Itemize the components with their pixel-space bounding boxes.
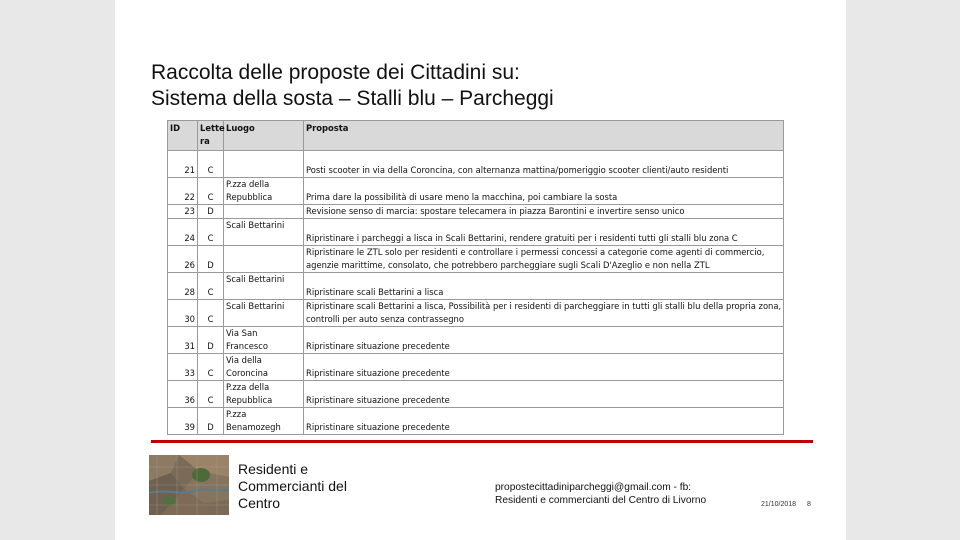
slide bbox=[115, 0, 846, 540]
cell-lettera: C bbox=[198, 381, 224, 408]
proposta-line-1: Revisione senso di marcia: spostare telecamera in piazza Barontini e invertire senso unico bbox=[306, 206, 685, 216]
cell-proposta bbox=[304, 205, 784, 219]
proposta-line-2: agenzie marittime, consolato, che potrebbero parcheggiare sugli Scali D'Azeglio e non nella ZTL bbox=[306, 260, 710, 270]
proposta-line-1: Ripristinare situazione precedente bbox=[306, 395, 450, 405]
aerial-city-photo bbox=[149, 455, 229, 515]
cell-proposta bbox=[304, 151, 784, 178]
table-row bbox=[168, 408, 784, 435]
association-name-line-3: Centro bbox=[238, 495, 281, 511]
contact-info bbox=[495, 481, 706, 507]
association-name bbox=[238, 461, 347, 512]
cell-id: 24 bbox=[168, 219, 198, 246]
slide-page-number: 8 bbox=[807, 501, 811, 508]
cell-id: 39 bbox=[168, 408, 198, 435]
table-row bbox=[168, 205, 784, 219]
association-name-line-2: Commercianti del bbox=[238, 478, 347, 494]
association-name-line-1: Residenti e bbox=[238, 461, 309, 477]
cell-id: 26 bbox=[168, 246, 198, 273]
cell-luogo: Scali Bettarini bbox=[224, 219, 304, 246]
proposals-table bbox=[167, 120, 784, 435]
table-row bbox=[168, 178, 784, 205]
cell-proposta bbox=[304, 408, 784, 435]
cell-luogo: Scali Bettarini bbox=[224, 273, 304, 300]
header-id: ID bbox=[168, 121, 198, 151]
cell-proposta bbox=[304, 246, 784, 273]
cell-luogo bbox=[224, 246, 304, 273]
cell-luogo: Scali Bettarini bbox=[224, 300, 304, 327]
cell-lettera: C bbox=[198, 354, 224, 381]
table-row bbox=[168, 273, 784, 300]
cell-id: 28 bbox=[168, 273, 198, 300]
cell-luogo: Via San Francesco bbox=[224, 327, 304, 354]
cell-lettera: C bbox=[198, 300, 224, 327]
cell-id: 33 bbox=[168, 354, 198, 381]
table-row bbox=[168, 327, 784, 354]
proposta-line-1: Ripristinare situazione precedente bbox=[306, 422, 450, 432]
table-row bbox=[168, 354, 784, 381]
cell-lettera: D bbox=[198, 327, 224, 354]
slide-date: 21/10/2018 bbox=[761, 501, 797, 508]
proposta-line-1: Posti scooter in via della Coroncina, con alternanza mattina/pomeriggio scooter clienti/auto residenti bbox=[306, 165, 729, 175]
proposta-line-1: Ripristinare scali Bettarini a lisca bbox=[306, 287, 444, 297]
cell-luogo: P.zza della Repubblica bbox=[224, 381, 304, 408]
header-luogo: Luogo bbox=[224, 121, 304, 151]
proposta-line-1: Ripristinare situazione precedente bbox=[306, 368, 450, 378]
table-row bbox=[168, 219, 784, 246]
cell-lettera: C bbox=[198, 178, 224, 205]
table-row bbox=[168, 151, 784, 178]
cell-lettera: C bbox=[198, 273, 224, 300]
cell-luogo bbox=[224, 205, 304, 219]
cell-proposta bbox=[304, 300, 784, 327]
table-header-row bbox=[168, 121, 784, 151]
proposta-line-2: controlli per auto senza contrassegno bbox=[306, 314, 464, 324]
cell-proposta bbox=[304, 219, 784, 246]
cell-id: 31 bbox=[168, 327, 198, 354]
cell-lettera: D bbox=[198, 408, 224, 435]
proposta-line-1: Prima dare la possibilità di usare meno la macchina, poi cambiare la sosta bbox=[306, 192, 618, 202]
cell-lettera: D bbox=[198, 246, 224, 273]
proposta-line-1: Ripristinare scali Bettarini a lisca, Possibilità per i residenti di parcheggiare in tutti gli stalli blu della propria zona, bbox=[306, 301, 782, 311]
cell-proposta bbox=[304, 178, 784, 205]
cell-id: 21 bbox=[168, 151, 198, 178]
cell-lettera: C bbox=[198, 219, 224, 246]
table-row bbox=[168, 300, 784, 327]
table-row bbox=[168, 381, 784, 408]
cell-id: 30 bbox=[168, 300, 198, 327]
cell-proposta bbox=[304, 381, 784, 408]
proposta-line-1: Ripristinare i parcheggi a lisca in Scali Bettarini, rendere gratuiti per i residenti tutti gli stalli blu zona C bbox=[306, 233, 738, 243]
header-lettera: Lette ra bbox=[198, 121, 224, 151]
slide-title-line-2: Sistema della sosta – Stalli blu – Parcheggi bbox=[151, 87, 554, 110]
contact-facebook-line: Residenti e commercianti del Centro di Livorno bbox=[495, 495, 707, 506]
cell-luogo: Via della Coroncina bbox=[224, 354, 304, 381]
cell-proposta bbox=[304, 354, 784, 381]
footer-divider bbox=[151, 440, 813, 443]
cell-luogo: P.zza della Repubblica bbox=[224, 178, 304, 205]
header-proposta: Proposta bbox=[304, 121, 784, 151]
cell-proposta bbox=[304, 327, 784, 354]
slide-title bbox=[151, 60, 554, 112]
cell-proposta bbox=[304, 273, 784, 300]
proposta-line-1: Ripristinare le ZTL solo per residenti e controllare i permessi concessi a categorie come agenti di commercio, bbox=[306, 247, 765, 257]
cell-id: 36 bbox=[168, 381, 198, 408]
cell-luogo bbox=[224, 151, 304, 178]
slide-title-line-1: Raccolta delle proposte dei Cittadini su: bbox=[151, 61, 520, 84]
cell-id: 22 bbox=[168, 178, 198, 205]
cell-lettera: D bbox=[198, 205, 224, 219]
proposta-line-1: Ripristinare situazione precedente bbox=[306, 341, 450, 351]
contact-email-line: propostecittadiniparcheggi@gmail.com - fb: bbox=[495, 482, 692, 493]
cell-id: 23 bbox=[168, 205, 198, 219]
cell-luogo: P.zza Benamozegh bbox=[224, 408, 304, 435]
table-row bbox=[168, 246, 784, 273]
cell-lettera: C bbox=[198, 151, 224, 178]
